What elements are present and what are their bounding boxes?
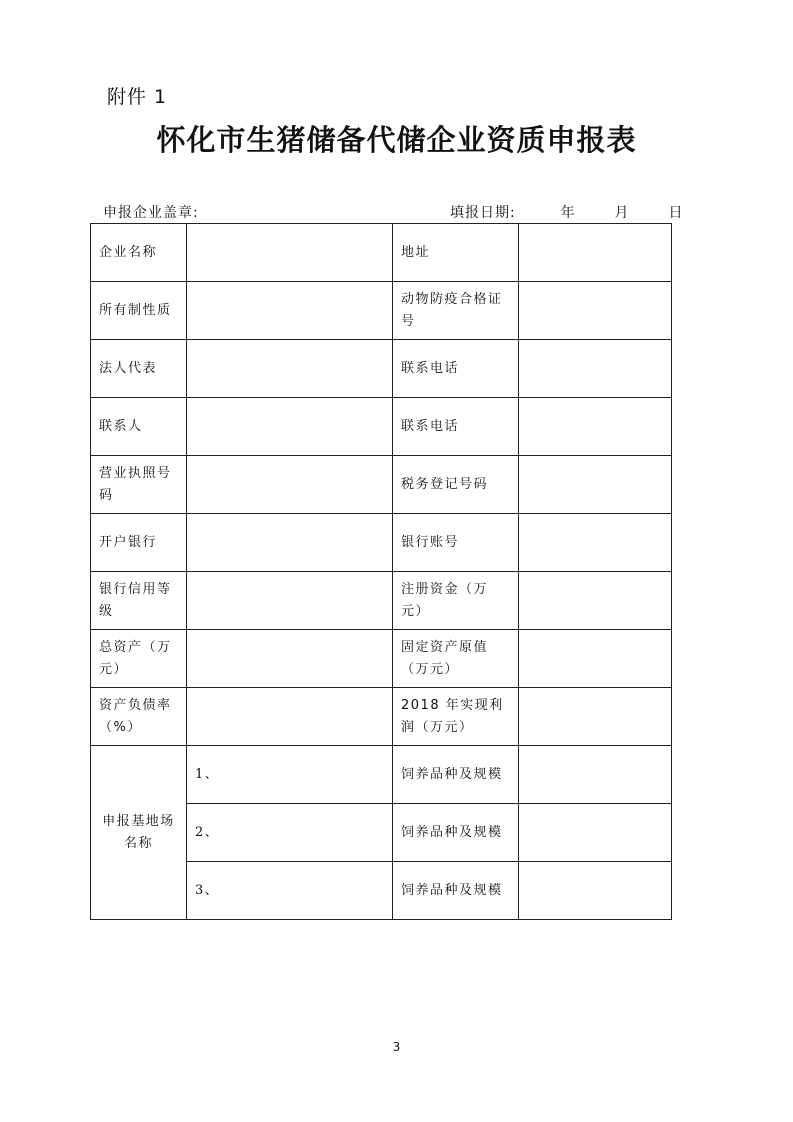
- value-cell[interactable]: [519, 224, 672, 282]
- value-cell[interactable]: [519, 804, 672, 862]
- value-cell[interactable]: [187, 456, 393, 514]
- row-label: 地址: [393, 224, 519, 282]
- breed-scale-label: 饲养品种及规模: [393, 862, 519, 920]
- value-cell[interactable]: [519, 514, 672, 572]
- row-label: 营业执照号码: [91, 456, 187, 514]
- value-cell[interactable]: [187, 282, 393, 340]
- value-cell[interactable]: [519, 572, 672, 630]
- date-label: 填报日期:: [450, 205, 516, 221]
- row-label: 银行信用等级: [91, 572, 187, 630]
- row-label: 开户银行: [91, 514, 187, 572]
- value-cell[interactable]: [519, 340, 672, 398]
- value-cell[interactable]: [519, 746, 672, 804]
- value-cell[interactable]: [187, 340, 393, 398]
- base-item-1[interactable]: 1、: [187, 746, 393, 804]
- row-label: 总资产（万元）: [91, 630, 187, 688]
- value-cell[interactable]: [519, 282, 672, 340]
- row-label: 税务登记号码: [393, 456, 519, 514]
- row-label: 法人代表: [91, 340, 187, 398]
- table-row: [91, 398, 672, 456]
- page-number: 3: [392, 1040, 401, 1054]
- row-label: 资产负债率（%）: [91, 688, 187, 746]
- date-line: [450, 202, 683, 222]
- value-cell[interactable]: [187, 630, 393, 688]
- row-label: 联系电话: [393, 398, 519, 456]
- seal-label: 申报企业盖章:: [103, 205, 199, 221]
- value-cell[interactable]: [187, 514, 393, 572]
- table-row: [91, 514, 672, 572]
- row-label: 企业名称: [91, 224, 187, 282]
- application-form-table: [90, 223, 672, 920]
- row-label: 所有制性质: [91, 282, 187, 340]
- value-cell[interactable]: [519, 456, 672, 514]
- row-label: 联系电话: [393, 340, 519, 398]
- value-cell[interactable]: [187, 572, 393, 630]
- row-label: 银行账号: [393, 514, 519, 572]
- row-label: 固定资产原值（万元）: [393, 630, 519, 688]
- value-cell[interactable]: [519, 688, 672, 746]
- row-label: 动物防疫合格证号: [393, 282, 519, 340]
- table-row: [91, 630, 672, 688]
- day-label: 日: [668, 205, 684, 221]
- value-cell[interactable]: [187, 224, 393, 282]
- row-label: 2018 年实现利润（万元）: [393, 688, 519, 746]
- breed-scale-label: 饲养品种及规模: [393, 804, 519, 862]
- value-cell[interactable]: [187, 688, 393, 746]
- value-cell[interactable]: [519, 630, 672, 688]
- month-label: 月: [614, 205, 630, 221]
- table-row: [91, 746, 672, 804]
- breed-scale-label: 饲养品种及规模: [393, 746, 519, 804]
- base-label: 申报基地场名称: [91, 746, 187, 920]
- table-row: [91, 282, 672, 340]
- table-row: [91, 572, 672, 630]
- attachment-label: 附件 1: [107, 86, 168, 108]
- row-label: 联系人: [91, 398, 187, 456]
- table-row: [91, 456, 672, 514]
- table-row: [91, 340, 672, 398]
- value-cell[interactable]: [519, 862, 672, 920]
- row-label: 注册资金（万元）: [393, 572, 519, 630]
- value-cell[interactable]: [187, 398, 393, 456]
- table-row: [91, 224, 672, 282]
- year-label: 年: [560, 205, 576, 221]
- value-cell[interactable]: [519, 398, 672, 456]
- base-item-2[interactable]: 2、: [187, 804, 393, 862]
- base-item-3[interactable]: 3、: [187, 862, 393, 920]
- page-title: 怀化市生猪储备代储企业资质申报表: [156, 123, 637, 157]
- table-row: [91, 688, 672, 746]
